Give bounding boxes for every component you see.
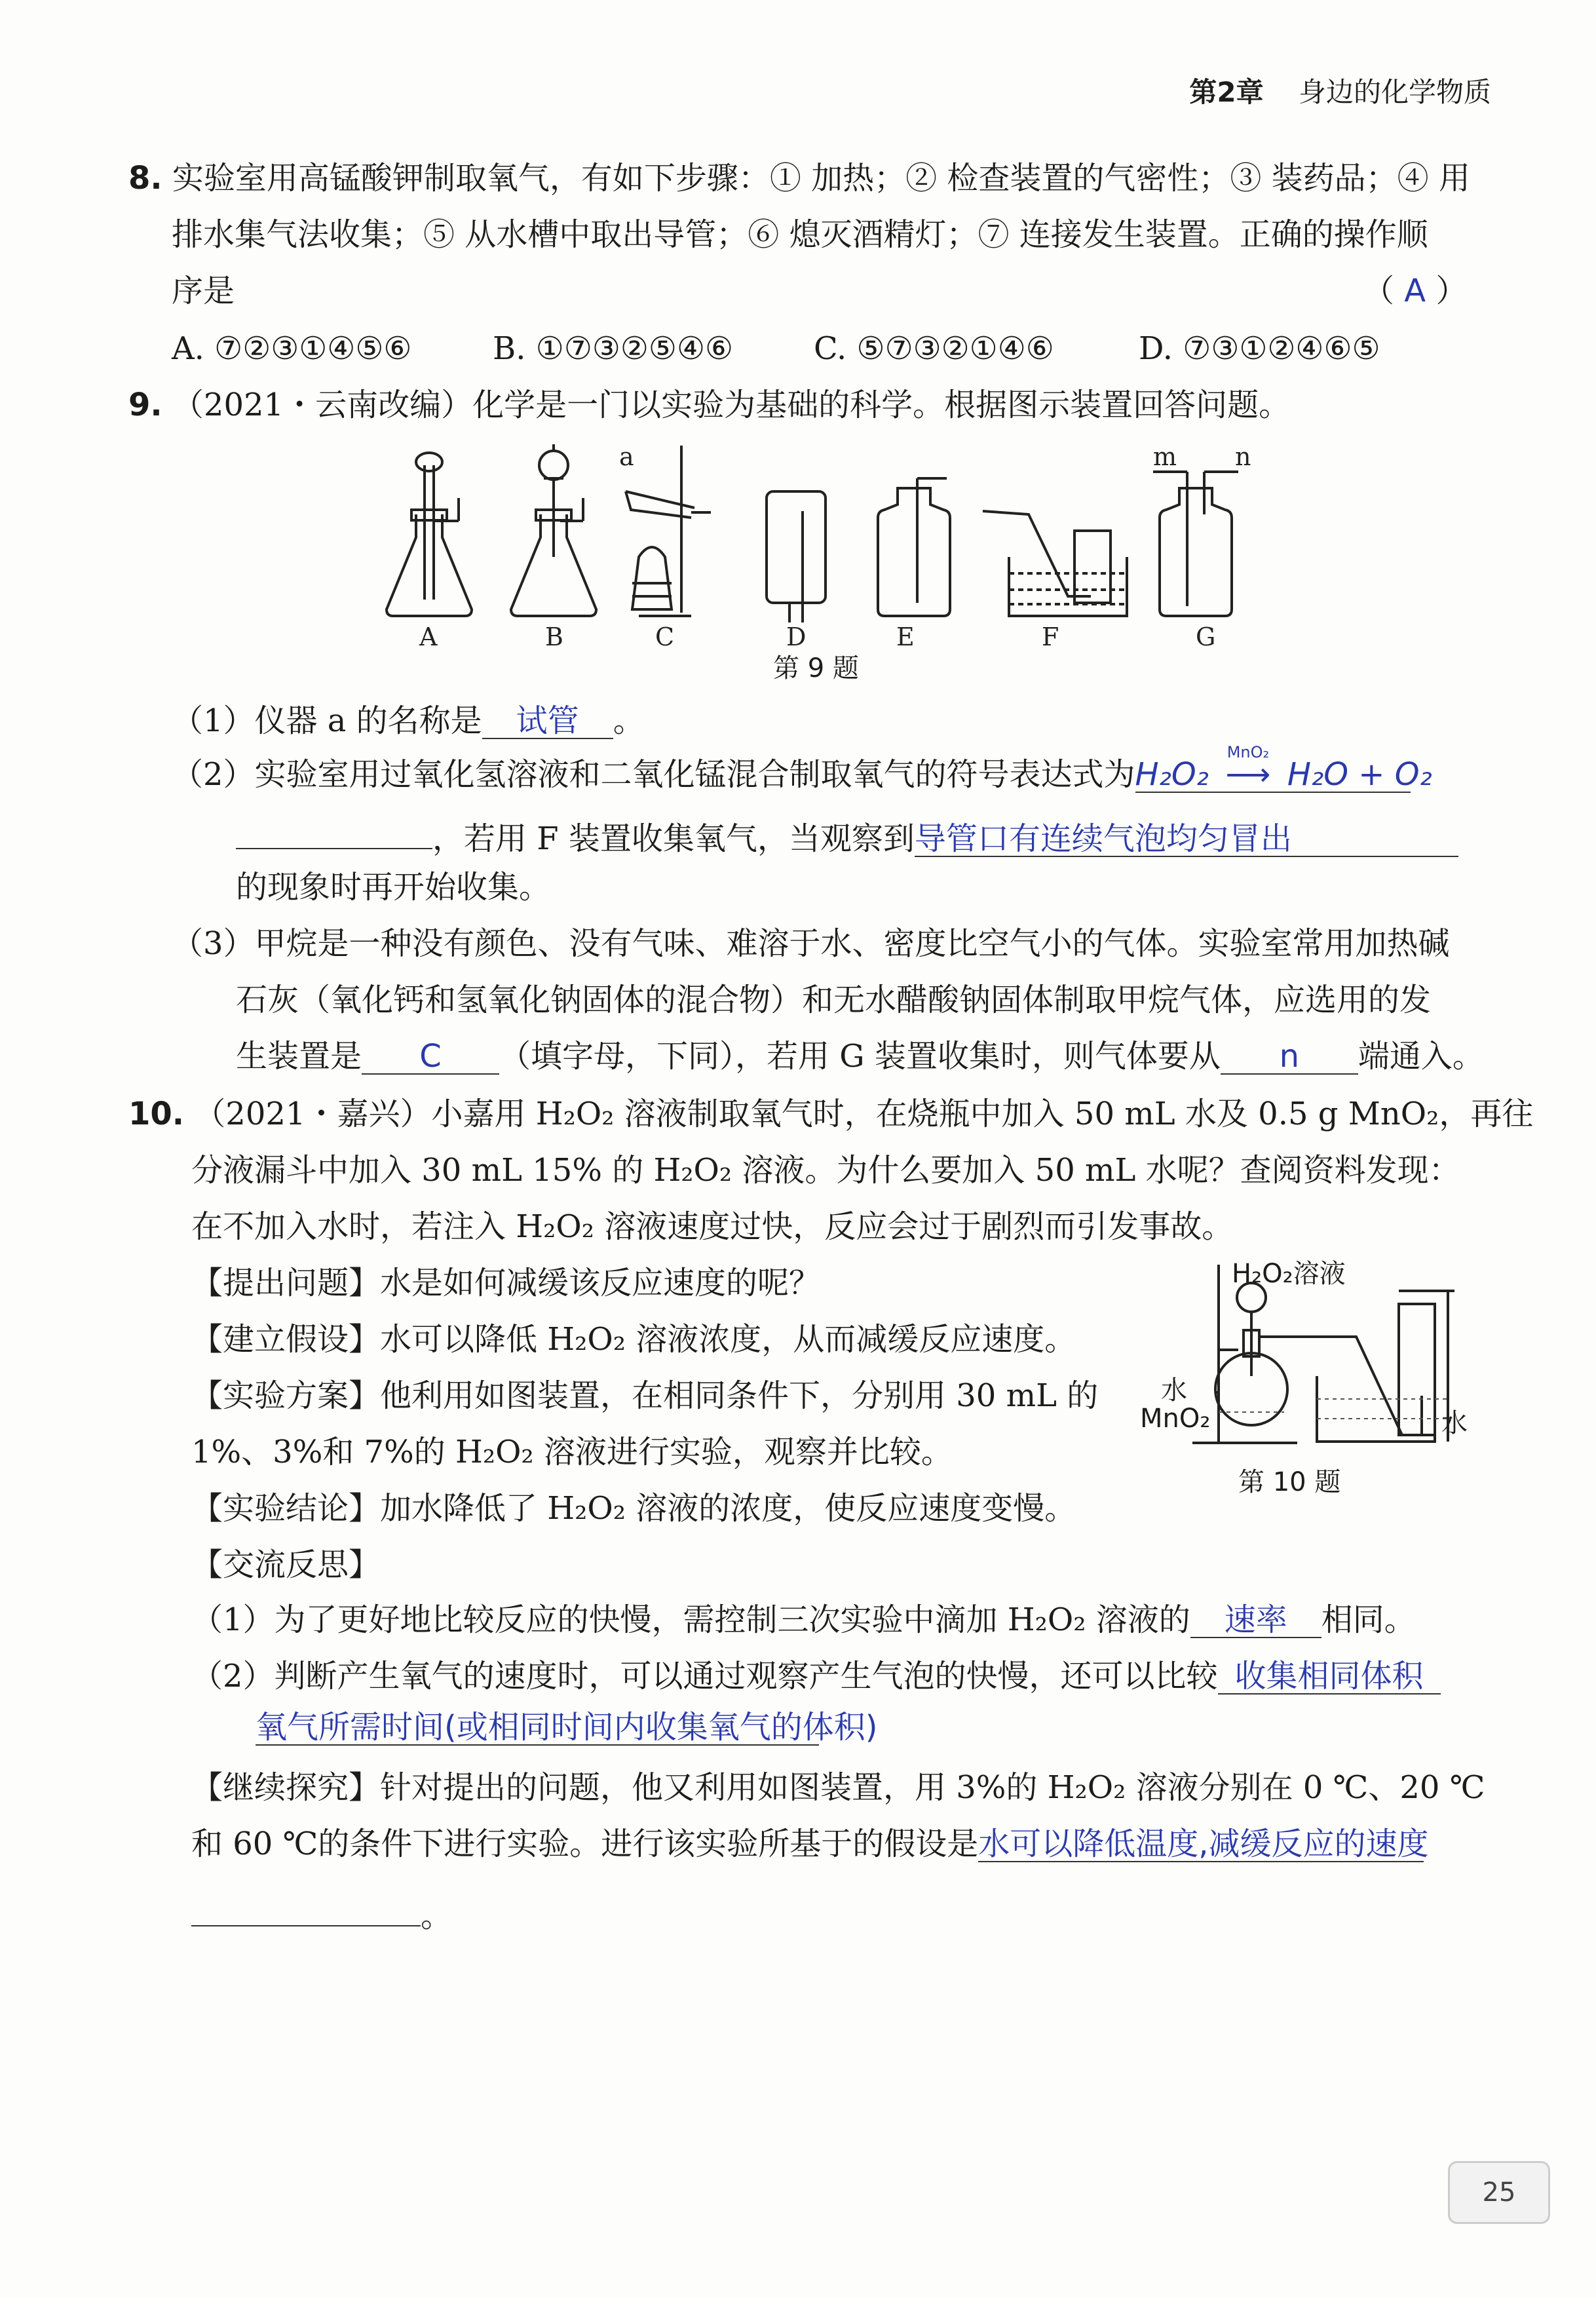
q9-p2-mid: ，若用 F 装置收集氧气，当观察到	[432, 820, 915, 857]
apparatus-f	[983, 511, 1127, 616]
apparatus-c	[626, 446, 711, 616]
q10-line3: 在不加入水时，若注入 H₂O₂ 溶液速度过快，反应会过于剧烈而引发事故。	[191, 1208, 1234, 1245]
q8-paren-close: ）	[1435, 273, 1468, 309]
q10-hypothesis: 【建立假设】水可以降低 H₂O₂ 溶液浓度，从而减缓反应速度。	[191, 1321, 1076, 1358]
label-b: B	[545, 622, 563, 651]
q9-p1-end: 。	[613, 702, 645, 739]
apparatus-d	[767, 491, 826, 622]
q10-plan-line1: 【实验方案】他利用如图装置，在相同条件下，分别用 30 mL 的	[191, 1377, 1099, 1414]
q9-p3-blank2	[1221, 1035, 1358, 1075]
label-a: A	[419, 622, 438, 651]
q9-eq-catalyst: MnO₂	[1226, 743, 1270, 761]
apparatus-g	[1153, 472, 1238, 616]
q9-p3-mid: （填字母，下同），若用 G 装置收集时，则气体要从	[499, 1038, 1221, 1075]
q8-answer-paren	[1363, 270, 1467, 312]
label-c: C	[655, 622, 675, 651]
q8-option-c: C. ⑤⑦③②①④⑥	[814, 330, 1054, 367]
label-f: F	[1042, 622, 1059, 651]
q8-answer: A	[1404, 273, 1426, 309]
q9-number: 9.	[128, 387, 162, 423]
q10-r2-blank2	[256, 1706, 878, 1746]
q9-part2-line2	[236, 810, 1458, 860]
q9-p2-answer: 导管口有连续气泡均匀冒出	[914, 820, 1292, 857]
apparatus-a	[387, 453, 472, 616]
q10-r2-blank1	[1218, 1655, 1441, 1695]
q10-reflect2-line1	[191, 1655, 1441, 1697]
q9-p3-answer2: n	[1279, 1038, 1300, 1075]
q10-further-answer: 水可以降低温度,减缓反应的速度	[978, 1826, 1429, 1862]
q10-reflect1	[191, 1599, 1416, 1641]
q10-r1-text: （1）为了更好地比较反应的快慢，需控制三次实验中滴加 H₂O₂ 溶液的	[191, 1601, 1190, 1638]
q9-stem-text: 化学是一门以实验为基础的科学。根据图示装置回答问题。	[472, 387, 1291, 423]
q10-further-line1: 【继续探究】针对提出的问题，他又利用如图装置，用 3%的 H₂O₂ 溶液分别在 0 ℃、20 ℃	[191, 1769, 1485, 1806]
q8-number: 8.	[128, 160, 162, 197]
apparatus-e	[878, 478, 950, 616]
q10-further-line3	[191, 1887, 452, 1937]
q9-p2-lead-blank	[236, 810, 432, 849]
chapter-title: 身边的化学物质	[1298, 76, 1491, 108]
q9-p2-equation-blank	[1135, 743, 1432, 793]
q9-apparatus-figure	[367, 432, 1251, 655]
q10-line2: 分液漏斗中加入 30 mL 15% 的 H₂O₂ 溶液。为什么要加入 50 mL 水呢？查阅资料发现：	[191, 1152, 1460, 1189]
q8-line1	[128, 157, 1470, 199]
q9-p3-blank1	[362, 1035, 499, 1075]
q10-text-1: （2021・嘉兴）小嘉用 H₂O₂ 溶液制取氧气时，在烧瓶中加入 50 mL 水及 0.5 g MnO₂，再往	[194, 1096, 1534, 1132]
page-number: 25	[1448, 2161, 1550, 2224]
q10-conclusion: 【实验结论】加水降低了 H₂O₂ 溶液的浓度，使反应速度变慢。	[191, 1490, 1076, 1527]
label-m: m	[1153, 442, 1177, 471]
q8-line2: 排水集气法收集；⑤ 从水槽中取出导管；⑥ 熄灭酒精灯；⑦ 连接发生装置。正确的操作顺	[172, 216, 1428, 253]
q10-r1-answer: 速率	[1224, 1601, 1287, 1638]
q9-eq-left: H₂O₂	[1135, 756, 1209, 793]
q9-p1-blank	[482, 700, 613, 739]
q8-option-a: A. ⑦②③①④⑤⑥	[172, 330, 412, 367]
q9-part3-line1: （3）甲烷是一种没有颜色、没有气味、难溶于水、密度比空气小的气体。实验室常用加热碱	[172, 925, 1450, 962]
q9-p3-text: 生装置是	[236, 1038, 362, 1075]
q10-reflect2-line2	[256, 1706, 878, 1748]
chapter-label: 第2章	[1189, 76, 1264, 108]
q9-figure-caption: 第 9 题	[773, 653, 859, 683]
label-g: G	[1196, 622, 1216, 651]
q9-p1-answer: 试管	[516, 702, 579, 739]
q9-source: （2021・云南改编）	[172, 387, 473, 423]
q9-part3-line3	[236, 1035, 1484, 1077]
q9-p1-text: （1）仪器 a 的名称是	[172, 702, 482, 739]
q10-number: 10.	[128, 1096, 185, 1132]
q10-r2-answer2: 氧气所需时间(或相同时间内收集氧气的体积)	[256, 1709, 878, 1746]
label-instrument-a: a	[619, 442, 634, 471]
apparatus-b	[511, 444, 596, 616]
q10-problem: 【提出问题】水是如何减缓该反应速度的呢？	[191, 1265, 821, 1301]
q9-eq-right: H₂O + O₂	[1287, 756, 1432, 793]
q9-part1	[172, 700, 645, 742]
q10-label-water-left: 水	[1161, 1375, 1187, 1406]
q8-line3: 序是	[172, 273, 235, 309]
q10-r1-blank	[1190, 1599, 1321, 1638]
q10-figure-caption: 第 10 题	[1238, 1467, 1341, 1497]
q10-further-end: 。	[421, 1898, 453, 1934]
page-header	[1189, 71, 1491, 110]
q10-label-mno2: MnO₂	[1140, 1404, 1211, 1434]
label-e: E	[896, 622, 915, 651]
q10-r2-answer1: 收集相同体积	[1234, 1658, 1424, 1695]
q9-part2-line1	[172, 743, 1432, 795]
q10-further-blank	[978, 1823, 1429, 1862]
q10-further-trailing-blank	[191, 1887, 421, 1926]
label-n: n	[1235, 442, 1251, 471]
q9-p2-text: （2）实验室用过氧化氢溶液和二氧化锰混合制取氧气的符号表达式为	[172, 756, 1135, 793]
q8-option-d: D. ⑦③①②④⑥⑤	[1139, 330, 1380, 367]
q9-eq-arrow: MnO₂ ⟶	[1209, 754, 1287, 795]
q10-reflect-heading: 【交流反思】	[191, 1546, 381, 1583]
q10-r1-end: 相同。	[1321, 1601, 1416, 1638]
q10-r2-text: （2）判断产生氧气的速度时，可以通过观察产生气泡的快慢，还可以比较	[191, 1658, 1218, 1695]
q9-stem	[128, 384, 1290, 426]
q8-text-1: 实验室用高锰酸钾制取氧气，有如下步骤：① 加热；② 检查装置的气密性；③ 装药品；④ 用	[172, 160, 1470, 197]
q10-line1	[128, 1093, 1533, 1135]
q10-label-h2o2: H₂O₂溶液	[1232, 1259, 1346, 1289]
q8-paren-open: （	[1363, 273, 1395, 309]
q9-p2-answer-blank	[915, 818, 1458, 857]
q9-part2-line3: 的现象时再开始收集。	[236, 869, 551, 906]
q9-p3-end: 端通入。	[1358, 1038, 1484, 1075]
q9-part3-line2: 石灰（氧化钙和氢氧化钠固体的混合物）和无水醋酸钠固体制取甲烷气体，应选用的发	[236, 982, 1432, 1018]
q8-option-b: B. ①⑦③②⑤④⑥	[493, 330, 734, 367]
q10-label-water-right: 水	[1441, 1408, 1468, 1438]
label-d: D	[786, 622, 807, 651]
q10-further-line2	[191, 1823, 1429, 1865]
q9-p3-answer1: C	[419, 1038, 442, 1075]
q10-further-text: 和 60 ℃的条件下进行实验。进行该实验所基于的假设是	[191, 1826, 979, 1862]
q10-plan-line2: 1%、3%和 7%的 H₂O₂ 溶液进行实验，观察并比较。	[191, 1434, 953, 1470]
